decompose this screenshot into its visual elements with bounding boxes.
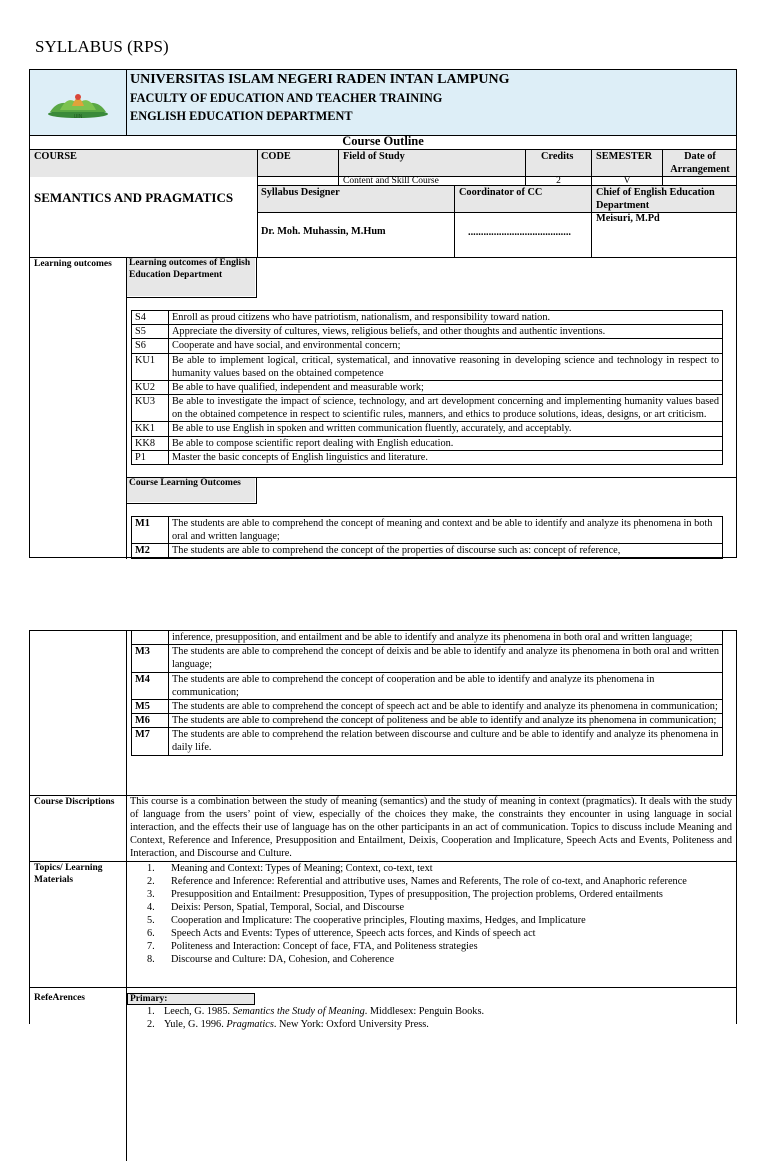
topic-text: Speech Acts and Events: Types of utterence, Speech acts forces, and Kinds of speech act <box>171 928 536 940</box>
topic-text: Reference and Inference: Referential and attributive uses, Names and Referents, The role of co-text, and Anaphoric reference <box>171 876 687 888</box>
topic-item <box>127 862 733 875</box>
outcome-code: S6 <box>132 339 169 353</box>
field-of-study-value: Content and Skill Course <box>343 176 439 186</box>
dept-outcomes-label: Learning outcomes of English Education Department <box>127 258 255 296</box>
clo-code: M7 <box>132 728 169 755</box>
syllabus-designer-label: Syllabus Designer <box>261 187 340 198</box>
clo-text: The students are able to comprehend the relation between discourse and culture and be able to identify and analyze its phenomena in daily life. <box>169 728 723 755</box>
reference-text <box>164 1006 484 1019</box>
topic-item <box>127 901 733 914</box>
reference-publisher: . New York: Oxford University Press. <box>273 1019 429 1030</box>
uin-lotus-logo-icon <box>38 88 118 120</box>
outcome-text: Be able to have qualified, independent and measurable work; <box>169 380 723 394</box>
clo-code: M5 <box>132 699 169 713</box>
topic-text: Discourse and Culture: DA, Cohesion, and Coherence <box>171 954 395 966</box>
learning-outcome-row <box>132 353 723 380</box>
topic-number: 3. <box>147 889 155 901</box>
reference-text <box>164 1019 429 1032</box>
clo-table-page2 <box>131 630 723 756</box>
reference-number: 2. <box>147 1019 155 1030</box>
learning-outcomes-label: Learning outcomes <box>34 259 112 269</box>
topic-item <box>127 914 733 927</box>
outcome-text: Be able to use English in spoken and written communication fluently, accurately, and acceptably. <box>169 422 723 436</box>
outcome-code: KU3 <box>132 395 169 422</box>
course-description-label: Course Discriptions <box>34 797 115 807</box>
credits-value: 2 <box>556 176 561 186</box>
outcome-text: Master the basic concepts of English linguistics and literature. <box>169 450 723 464</box>
clo-row-m2 <box>132 544 723 558</box>
learning-outcome-row <box>132 339 723 353</box>
learning-outcome-row <box>132 325 723 339</box>
clo-code: M2 <box>132 544 169 558</box>
topic-text: Meaning and Context: Types of Meaning; Context, co-text, text <box>171 863 433 874</box>
course-label: COURSE <box>34 151 77 162</box>
reference-author: Yule, G. 1996. <box>164 1019 227 1030</box>
learning-outcome-row <box>132 311 723 325</box>
chief-name: Meisuri, M.Pd <box>596 213 660 224</box>
topic-number: 7. <box>147 941 155 953</box>
learning-outcomes-table <box>131 310 723 465</box>
course-outline-heading: Course Outline <box>342 134 424 148</box>
clo-code: M6 <box>132 714 169 728</box>
topic-item <box>127 888 733 901</box>
date-of-arrangement-label: Date of Arrangement <box>670 151 730 175</box>
topic-number: 5. <box>147 915 155 927</box>
reference-title: Pragmatics <box>226 1019 274 1030</box>
clo-row <box>132 714 723 728</box>
learning-outcome-row <box>132 422 723 436</box>
topic-text: Politeness and Interaction: Concept of face, FTA, and Politeness strategies <box>171 941 478 953</box>
clo-code: M4 <box>132 672 169 699</box>
university-name: UNIVERSITAS ISLAM NEGERI RADEN INTAN LAMPUNG <box>130 72 510 87</box>
department-name: ENGLISH EDUCATION DEPARTMENT <box>130 109 353 123</box>
syllabus-table-page2 <box>29 630 737 1030</box>
outcome-text: Appreciate the diversity of cultures, views, religious beliefs, and other thoughts and authentic inventions. <box>169 325 723 339</box>
topic-number: 4. <box>147 902 155 914</box>
page-title: SYLLABUS (RPS) <box>35 37 169 56</box>
clo-text: inference, presupposition, and entailment and be able to identify and analyze its phenomena in both oral and written language; <box>169 631 723 645</box>
outcome-code: KU2 <box>132 380 169 394</box>
topic-item <box>127 940 733 953</box>
reference-title: Semantics the Study of Meaning <box>232 1006 365 1017</box>
references-label: RefeArences <box>34 993 85 1003</box>
outcome-text: Be able to investigate the impact of science, technology, and art development concerning and implementing humanity values based on the obtained competence in respect to scientific rules, manners, and ethics to produce solutions, ideas, designs, or art criticism. <box>169 395 723 422</box>
clo-row-m1 <box>132 517 723 544</box>
reference-author: Leech, G. 1985. <box>164 1006 233 1017</box>
clo-code: M1 <box>132 517 169 544</box>
outcome-text: Be able to implement logical, critical, systematical, and innovative reasoning in developing science and technology in respect to humanity values based on the obtained competence <box>169 353 723 380</box>
topic-number: 1. <box>147 863 155 874</box>
course-name: SEMANTICS AND PRAGMATICS <box>34 190 234 205</box>
learning-outcome-row <box>132 395 723 422</box>
designer-name: Dr. Moh. Muhassin, M.Hum <box>261 226 386 237</box>
topic-text: Cooperation and Implicature: The cooperative principles, Flouting maxims, Hedges, and Implicature <box>171 915 586 927</box>
outcome-code: S5 <box>132 325 169 339</box>
outcome-code: KK8 <box>132 436 169 450</box>
topics-label: Topics/ Learning Materials <box>34 863 103 885</box>
outcome-code: KK1 <box>132 422 169 436</box>
learning-outcome-row <box>132 380 723 394</box>
clo-row <box>132 672 723 699</box>
credits-label: Credits <box>541 151 574 162</box>
clo-text: The students are able to comprehend the concept of speech act and be able to identify and analyze its phenomena in communication; <box>169 699 723 713</box>
topic-number: 2. <box>147 876 155 888</box>
clo-code: M3 <box>132 645 169 672</box>
clo-row <box>132 728 723 755</box>
coordinator-label: Coordinator of CC <box>459 187 543 198</box>
clo-row <box>132 645 723 672</box>
svg-text:UIN: UIN <box>73 114 83 120</box>
topic-item <box>127 875 733 888</box>
clo-text: The students are able to comprehend the concept of politeness and be able to identify and analyze its phenomena in communication; <box>169 714 723 728</box>
faculty-name: FACULTY OF EDUCATION AND TEACHER TRAINING <box>130 91 443 105</box>
outcome-text: Cooperate and have social, and environmental concern; <box>169 339 723 353</box>
outcome-code: KU1 <box>132 353 169 380</box>
topic-text: Presupposition and Entailment: Presupposition, Types of presupposition, The projection problems, Ordered entailments <box>171 889 663 901</box>
primary-references-label: Primary: <box>127 993 255 1005</box>
syllabus-table-page1 <box>29 69 737 558</box>
topics-list <box>127 862 733 967</box>
semester-label: SEMESTER <box>596 151 653 162</box>
clo-text: The students are able to comprehend the concept of deixis and be able to identify and analyze its phenomena in both oral and written language; <box>169 645 723 672</box>
chief-label: Chief of English Education Department <box>596 187 715 211</box>
outcome-text: Enroll as proud citizens who have patriotism, nationalism, and responsibility toward nation. <box>169 311 723 325</box>
clo-row-m2-cont <box>132 631 723 645</box>
learning-outcome-row <box>132 450 723 464</box>
topic-number: 6. <box>147 928 155 940</box>
reference-number: 1. <box>147 1006 155 1017</box>
outcome-text: Be able to compose scientific report dealing with English education. <box>169 436 723 450</box>
outcome-code: S4 <box>132 311 169 325</box>
topic-text: Deixis: Person, Spatial, Temporal, Social, and Discourse <box>171 902 405 914</box>
clo-table-page1 <box>131 516 723 559</box>
topic-item <box>127 953 733 966</box>
field-of-study-label: Field of Study <box>343 151 405 162</box>
semester-value: V <box>623 176 631 186</box>
learning-outcome-row <box>132 436 723 450</box>
reference-publisher: . Middlesex: Penguin Books. <box>364 1006 485 1017</box>
clo-label: Course Learning Outcomes <box>127 478 255 502</box>
clo-text: The students are able to comprehend the concept of the properties of discourse such as: concept of reference, <box>169 544 723 558</box>
topic-item <box>127 927 733 940</box>
topic-number: 8. <box>147 954 155 966</box>
clo-text: The students are able to comprehend the concept of meaning and context and be able to identify and analyze its phenomena in both oral and written language; <box>169 517 723 544</box>
clo-text: The students are able to comprehend the concept of cooperation and be able to identify and analyze its phenomena in communication; <box>169 672 723 699</box>
code-label: CODE <box>261 151 291 162</box>
coordinator-signature-line: ........................................ <box>468 227 571 238</box>
outcome-code: P1 <box>132 450 169 464</box>
clo-row <box>132 699 723 713</box>
course-description-text: This course is a combination between the study of meaning (semantics) and the study of meaning in context (pragmatics). It deals with the study of language from the users’ point of view, especially of the choices they make, the constraints they encounter in using language in social interaction, and the effects their use of language has on the other participants in an act of communication. Topics to discuss include Meaning and Context, Reference and Inference, Presupposition and Entailment, Deixis, Cooperation and Implicature, Speech Acts and Events, Politeness and Interaction, and Discourse and Culture. <box>130 796 732 860</box>
